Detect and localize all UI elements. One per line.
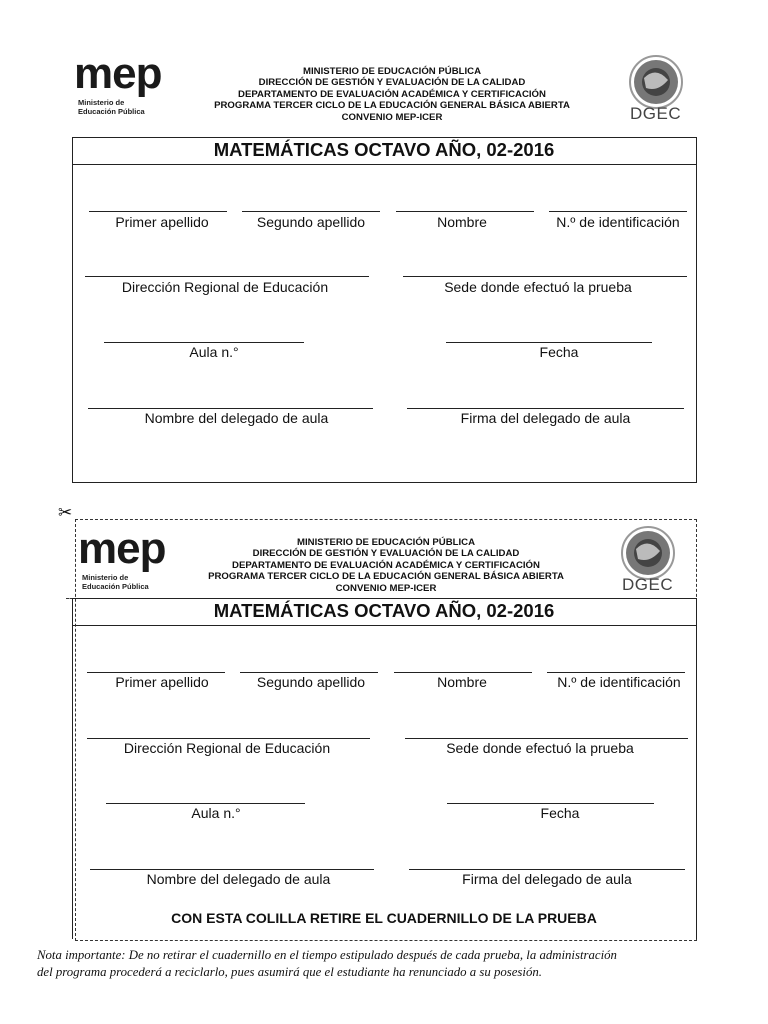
header-line: PROGRAMA TERCER CICLO DE LA EDUCACIÓN GENERAL BÁSICA ABIERTA [214,100,570,112]
stub-form-box [72,598,697,939]
firma-delegado-line [409,869,685,870]
mep-logo [78,524,166,591]
nombre-delegado-line [90,869,374,870]
nombre-label: Nombre [437,674,487,690]
fecha-label: Fecha [539,344,579,360]
form-box [72,137,697,483]
mep-logo-sub2: Educación Pública [78,107,145,116]
direccion-regional-line [85,276,369,277]
header-block [174,537,598,594]
firma-delegado-line [407,408,684,409]
identificacion-line [547,672,685,673]
title-divider [72,164,696,165]
sede-label: Sede donde efectuó la prueba [444,279,632,295]
aula-label: Aula n.° [191,805,241,821]
mep-logo-sub1: Ministerio de [78,98,125,107]
header-line: PROGRAMA TERCER CICLO DE LA EDUCACIÓN GENERAL BÁSICA ABIERTA [208,571,564,583]
primer-apellido-label: Primer apellido [115,674,209,690]
nombre-line [396,211,534,212]
identificacion-line [549,211,687,212]
identificacion-label: N.º de identificación [556,214,680,230]
form-title: MATEMÁTICAS OCTAVO AÑO, 02-2016 [213,600,555,621]
identificacion-label: N.º de identificación [557,674,681,690]
segundo-apellido-label: Segundo apellido [256,674,366,690]
mep-logo [74,49,162,116]
fecha-line [446,342,652,343]
firma-delegado-label: Firma del delegado de aula [462,871,632,887]
direccion-regional-line [87,738,370,739]
nombre-delegado-line [88,408,373,409]
scissors-icon: ✂ [58,503,73,522]
primer-apellido-label: Primer apellido [115,214,209,230]
aula-label: Aula n.° [189,344,239,360]
header-line: MINISTERIO DE EDUCACIÓN PÚBLICA [302,66,482,77]
aula-line [106,803,305,804]
segundo-apellido-line [242,211,380,212]
direccion-regional-label: Dirección Regional de Educación [121,279,329,295]
dgec-logo [610,523,686,597]
dgec-logo-text: DGEC [622,575,674,594]
direccion-regional-label: Dirección Regional de Educación [123,740,331,756]
header-line: MINISTERIO DE EDUCACIÓN PÚBLICA [296,537,476,548]
mep-logo-sub2: Educación Pública [82,582,149,591]
nombre-delegado-label: Nombre del delegado de aula [144,410,329,426]
nombre-line [394,672,532,673]
header-line: CONVENIO MEP-ICER [341,111,443,123]
note-line: del programa procederá a reciclarlo, pues asumirá que el estudiante ha renunciado a su posesión. [37,965,542,979]
sede-line [405,738,688,739]
title-divider [72,625,696,626]
primer-apellido-line [87,672,225,673]
aula-line [104,342,304,343]
fecha-label: Fecha [540,805,580,821]
fecha-line [447,803,654,804]
note-line: Nota importante: De no retirar el cuadernillo en el tiempo estipulado después de cada prueba, la administración [37,948,617,962]
dgec-logo [618,52,694,126]
stub-footer-instruction: CON ESTA COLILLA RETIRE EL CUADERNILLO DE LA PRUEBA [171,910,597,926]
mep-logo-text: mep [74,49,162,98]
firma-delegado-label: Firma del delegado de aula [460,410,631,426]
header-line: CONVENIO MEP-ICER [335,582,437,594]
segundo-apellido-line [240,672,378,673]
header-block [180,66,604,123]
mep-logo-text: mep [78,524,166,573]
sede-line [403,276,687,277]
primer-apellido-line [89,211,227,212]
nombre-delegado-label: Nombre del delegado de aula [146,871,331,887]
segundo-apellido-label: Segundo apellido [256,214,366,230]
dgec-logo-text: DGEC [630,104,682,123]
header-line: DEPARTAMENTO DE EVALUACIÓN ACADÉMICA Y CERTIFICACIÓN [232,559,540,571]
important-note [37,947,737,981]
header-line: DIRECCIÓN DE GESTIÓN Y EVALUACIÓN DE LA CALIDAD [258,77,526,89]
header-line: DEPARTAMENTO DE EVALUACIÓN ACADÉMICA Y CERTIFICACIÓN [238,88,546,100]
form-title: MATEMÁTICAS OCTAVO AÑO, 02-2016 [213,139,555,160]
nombre-label: Nombre [437,214,487,230]
header-line: DIRECCIÓN DE GESTIÓN Y EVALUACIÓN DE LA CALIDAD [252,548,520,560]
sede-label: Sede donde efectuó la prueba [446,740,634,756]
mep-logo-sub1: Ministerio de [82,573,129,582]
